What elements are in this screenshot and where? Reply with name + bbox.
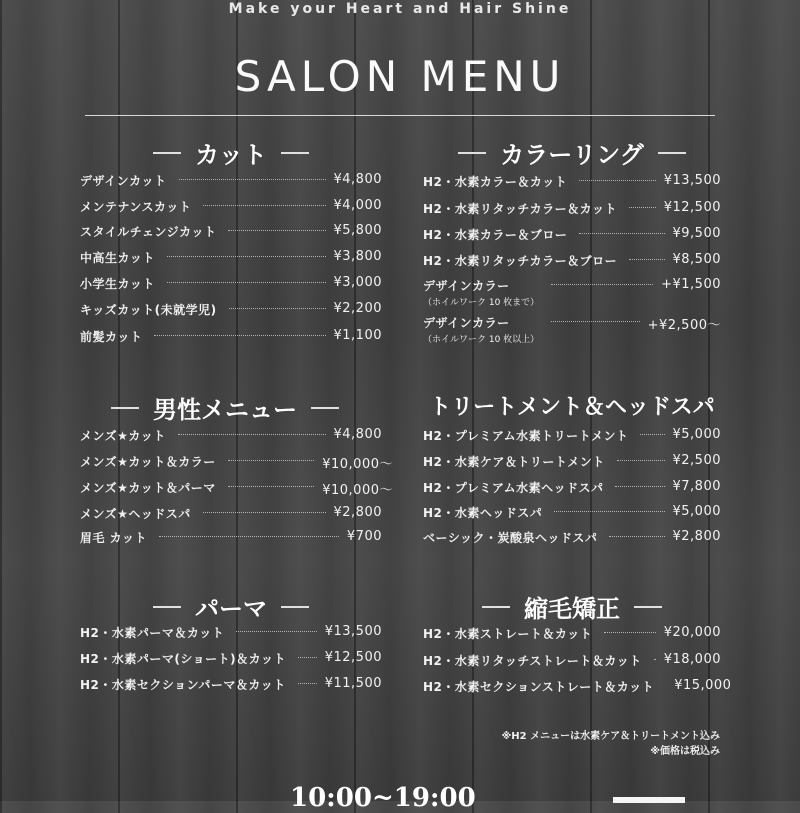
heading-dash	[634, 606, 662, 608]
item-name: H2・水素リタッチカラー＆ブロー	[423, 254, 618, 268]
menu-item	[80, 328, 382, 345]
leader-line	[640, 434, 664, 435]
leader-line	[579, 180, 655, 181]
section-heading-coloring	[423, 135, 721, 170]
item-price: ¥5,000	[672, 504, 721, 519]
item-name: H2・水素ヘッドスパ	[423, 506, 543, 520]
item-name: メンズ★ヘッドスパ	[80, 507, 191, 521]
item-name: メンテナンスカット	[80, 200, 192, 214]
item-price: +¥2,500～	[647, 318, 721, 333]
item-price: ¥3,800	[333, 249, 382, 264]
item-price: ¥4,800	[333, 172, 382, 187]
leader-line	[298, 683, 317, 684]
leader-line	[203, 512, 326, 513]
menu-item	[80, 249, 382, 266]
item-price: ¥11,500	[324, 676, 382, 691]
menu-item	[423, 200, 721, 217]
leader-line	[298, 657, 317, 658]
menu-item	[80, 505, 382, 522]
menu-item	[423, 314, 721, 345]
menu-item	[423, 652, 721, 669]
item-name: H2・水素ストレート＆カット	[423, 627, 593, 641]
item-name: H2・水素リタッチカラー＆カット	[423, 202, 618, 216]
heading-label: カット	[195, 141, 267, 169]
section-treatment	[423, 390, 721, 545]
section-mens	[80, 390, 393, 545]
section-heading-mens	[80, 390, 370, 425]
item-name-main: デザインカラー	[423, 316, 510, 330]
heading-dash	[111, 407, 139, 409]
footer-box	[613, 797, 685, 803]
heading-dash	[281, 606, 309, 608]
item-name: メンズ★カット＆カラー	[80, 455, 216, 469]
item-price: ¥8,500	[672, 252, 721, 267]
menu-item	[423, 529, 721, 546]
leader-line	[178, 434, 326, 435]
item-name-main: デザインカラー	[423, 279, 510, 293]
menu-item	[80, 529, 382, 546]
item-price: ¥2,800	[672, 529, 721, 544]
item-price: ¥15,000	[674, 678, 732, 693]
title-divider	[85, 115, 715, 116]
item-price: ¥1,100	[333, 328, 382, 343]
item-price: ¥12,500	[663, 200, 721, 215]
menu-item	[423, 226, 721, 243]
leader-line	[629, 259, 664, 260]
item-price: ¥12,500	[324, 650, 382, 665]
menu-item	[80, 172, 382, 189]
leader-line	[629, 207, 656, 208]
item-price: ¥20,000	[663, 625, 721, 640]
leader-line	[154, 335, 325, 336]
heading-dash	[153, 606, 181, 608]
leader-line	[228, 230, 325, 231]
item-name: メンズ★カット	[80, 429, 166, 443]
item-name: H2・プレミアム水素トリートメント	[423, 429, 629, 443]
leader-line	[609, 536, 664, 537]
menu-item	[80, 301, 382, 318]
item-name: 前髪カット	[80, 330, 143, 344]
item-price: ¥3,000	[333, 275, 382, 290]
section-straight	[423, 589, 732, 694]
item-subnote: （ホイルワーク 10 枚以上）	[423, 335, 540, 345]
item-name: H2・プレミアム水素ヘッドスパ	[423, 481, 604, 495]
item-name: H2・水素カラー＆カット	[423, 175, 568, 189]
item-price: ¥2,500	[672, 453, 721, 468]
section-coloring	[423, 135, 721, 345]
section-cut	[80, 135, 382, 344]
item-price: ¥7,800	[672, 479, 721, 494]
section-perm	[80, 589, 382, 692]
leader-line	[554, 511, 664, 512]
menu-item	[423, 678, 732, 695]
heading-dash	[153, 152, 181, 154]
heading-dash	[281, 152, 309, 154]
item-name: メンズ★カット＆パーマ	[80, 481, 216, 495]
note-tax: ※価格は税込み	[650, 746, 720, 757]
item-price: ¥13,500	[324, 624, 382, 639]
leader-line	[229, 308, 326, 309]
leader-line	[159, 536, 339, 537]
leader-line	[551, 284, 653, 285]
menu-item	[423, 173, 721, 190]
note-h2: ※H2 メニューは水素ケア＆トリートメント込み	[501, 731, 720, 742]
menu-item	[423, 252, 721, 269]
leader-line	[615, 486, 664, 487]
leader-line	[579, 233, 664, 234]
item-subnote: （ホイルワーク 10 枚まで）	[423, 298, 540, 308]
leader-line	[228, 460, 314, 461]
item-name: H2・水素パーマ＆カット	[80, 626, 225, 640]
leader-line	[617, 460, 665, 461]
menu-item	[80, 624, 382, 641]
section-heading-treatment	[423, 390, 721, 421]
menu-title: SALON MENU	[234, 52, 566, 101]
leader-line	[167, 256, 326, 257]
menu-item	[80, 427, 382, 444]
section-heading-straight	[423, 589, 721, 624]
item-price: ¥4,000	[333, 198, 382, 213]
item-price: ¥700	[346, 529, 382, 544]
menu-item	[80, 223, 382, 240]
leader-line	[228, 486, 314, 487]
section-heading-perm	[80, 589, 382, 624]
item-name: H2・水素リタッチストレート＆カット	[423, 654, 642, 668]
leader-line	[203, 205, 325, 206]
item-name: H2・水素セクションストレート＆カット	[423, 680, 655, 694]
item-name: キッズカット(未就学児)	[80, 303, 217, 317]
heading-dash	[658, 152, 686, 154]
menu-item	[80, 198, 382, 215]
section-heading-cut	[80, 135, 382, 170]
leader-line	[236, 631, 316, 632]
menu-item	[423, 504, 721, 521]
item-price: ¥10,000～	[322, 457, 393, 472]
heading-dash	[458, 152, 486, 154]
menu-item	[80, 650, 382, 667]
item-price: ¥10,000～	[322, 483, 393, 498]
menu-item	[423, 277, 721, 308]
item-name: H2・水素セクションパーマ＆カット	[80, 678, 286, 692]
menu-item	[80, 676, 382, 693]
heading-label: カラーリング	[500, 141, 644, 169]
item-name: デザインカット	[80, 174, 167, 188]
menu-item	[80, 453, 393, 472]
item-name: スタイルチェンジカット	[80, 225, 217, 239]
item-name: ベーシック・炭酸泉ヘッドスパ	[423, 531, 598, 545]
business-hours: 10:00~19:00	[290, 783, 476, 813]
leader-line	[167, 282, 326, 283]
heading-dash	[311, 407, 339, 409]
heading-label: パーマ	[195, 595, 267, 623]
item-price: ¥4,800	[333, 427, 382, 442]
item-name: H2・水素パーマ(ショート)＆カット	[80, 652, 287, 666]
item-name: 眉毛 カット	[80, 531, 148, 545]
item-name	[423, 277, 539, 308]
menu-item	[80, 275, 382, 292]
menu-item	[423, 427, 721, 444]
leader-line	[604, 632, 655, 633]
item-price: ¥5,000	[672, 427, 721, 442]
tagline: Make your Heart and Hair Shine	[228, 1, 572, 17]
item-name: H2・水素ケア＆トリートメント	[423, 455, 605, 469]
item-name	[423, 314, 539, 345]
menu-item	[423, 453, 721, 470]
item-name: 中高生カット	[80, 251, 155, 265]
heading-label: トリートメント＆ヘッドスパ	[429, 395, 715, 420]
item-price: ¥18,000	[663, 652, 721, 667]
item-price: +¥1,500	[661, 277, 721, 292]
item-price: ¥5,800	[333, 223, 382, 238]
menu-item	[80, 479, 393, 498]
leader-line	[654, 659, 656, 660]
leader-line	[551, 321, 639, 322]
heading-label: 縮毛矯正	[524, 595, 620, 623]
menu-item	[423, 625, 721, 642]
item-price: ¥13,500	[663, 173, 721, 188]
leader-line	[179, 179, 326, 180]
item-name: 小学生カット	[80, 277, 155, 291]
heading-label: 男性メニュー	[153, 396, 297, 424]
item-price: ¥9,500	[672, 226, 721, 241]
menu-item	[423, 479, 721, 496]
item-price: ¥2,800	[333, 505, 382, 520]
heading-dash	[482, 606, 510, 608]
item-name: H2・水素カラー＆ブロー	[423, 228, 568, 242]
item-price: ¥2,200	[333, 301, 382, 316]
